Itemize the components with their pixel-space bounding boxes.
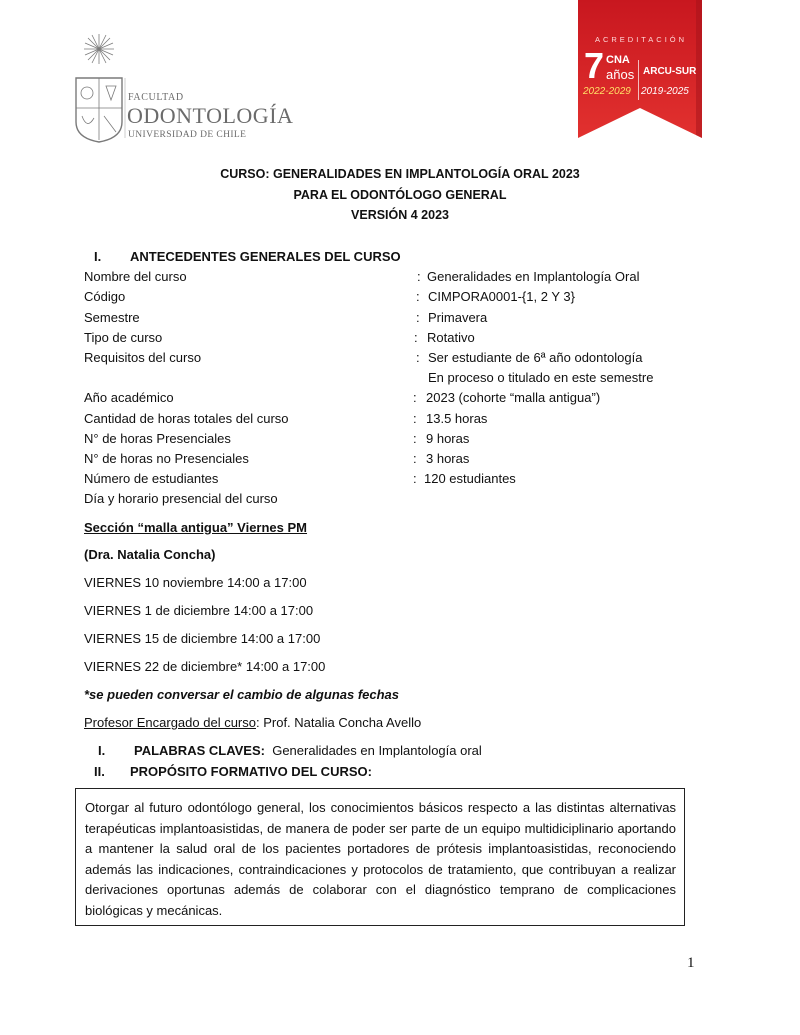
keywords-label: PALABRAS CLAVES: xyxy=(134,743,265,758)
field-value: 3 horas xyxy=(426,451,470,466)
accreditation-years-number: 7 xyxy=(584,45,605,86)
star-icon xyxy=(84,34,114,64)
professor-name: : Prof. Natalia Concha Avello xyxy=(255,715,422,730)
purpose-text: Otorgar al futuro odontólogo general, los conocimientos básicos respecto a las distintas alternativas terapéuticas implantoasistidas, de manera de poder ser parte de un equipo multidiciplinario aportando a mantener la salud oral de los pacientes portadores de prótesis implantoasistidas, reconociendo además las indicaciones, contraindicaciones y protocolos de tratamiento, que contribuyan a realizar derivaciones oportunas además de colaborar con el diagnóstico temprano de complicaciones biológicas y mecánicas. xyxy=(85,800,676,918)
purpose-number: II. xyxy=(94,764,105,779)
section1-number: I. xyxy=(94,249,102,264)
university-name: UNIVERSIDAD DE CHILE xyxy=(128,130,247,140)
schedule-date: VIERNES 15 de diciembre 14:00 a 17:00 xyxy=(84,631,321,646)
course-title-line1: CURSO: GENERALIDADES EN IMPLANTOLOGÍA ORAL 2023 xyxy=(220,167,580,181)
field-label: N° de horas Presenciales xyxy=(84,431,231,446)
field-label: Cantidad de horas totales del curso xyxy=(84,411,289,426)
field-colon: : xyxy=(413,471,417,486)
purpose-box xyxy=(75,788,685,926)
field-value: CIMPORA0001-{1, 2 Y 3} xyxy=(428,289,575,304)
field-label: Día y horario presencial del curso xyxy=(84,491,278,506)
accreditation-agency: CNA xyxy=(606,54,630,66)
schedule-date: VIERNES 22 de diciembre* 14:00 a 17:00 xyxy=(84,659,326,674)
schedule-note: *se pueden conversar el cambio de algunas fechas xyxy=(84,687,400,702)
purpose-heading: PROPÓSITO FORMATIVO DEL CURSO: xyxy=(130,764,372,779)
cna-period: 2022-2029 xyxy=(583,86,631,97)
field-value: 9 horas xyxy=(426,431,470,446)
keywords-line xyxy=(134,743,482,759)
course-title-line3: VERSIÓN 4 2023 xyxy=(351,208,449,222)
schedule-date: VIERNES 1 de diciembre 14:00 a 17:00 xyxy=(84,603,314,618)
schedule-teacher: (Dra. Natalia Concha) xyxy=(84,547,216,562)
field-value: Generalidades en Implantología Oral xyxy=(427,269,640,284)
schedule-section-title: Sección “malla antigua” Viernes PM xyxy=(84,520,308,535)
field-colon: : xyxy=(416,289,420,304)
field-colon: : xyxy=(413,390,417,405)
page-number: 1 xyxy=(687,955,695,971)
field-label: Código xyxy=(84,289,126,304)
field-value: Rotativo xyxy=(427,330,475,345)
professor-label: Profesor Encargado del curso xyxy=(84,715,256,730)
field-label: Año académico xyxy=(84,390,174,405)
field-label: Requisitos del curso xyxy=(84,350,202,365)
keywords-number: I. xyxy=(98,743,106,758)
ribbon-divider xyxy=(638,60,639,100)
faculty-small-label: FACULTAD xyxy=(128,92,184,103)
course-title-line2: PARA EL ODONTÓLOGO GENERAL xyxy=(293,188,507,202)
field-colon: : xyxy=(413,451,417,466)
field-value: Primavera xyxy=(428,310,488,325)
professor-line xyxy=(84,715,421,731)
keywords-value: Generalidades en Implantología oral xyxy=(272,743,482,758)
arcu-sur-label: ARCU-SUR xyxy=(643,66,697,77)
field-label: Semestre xyxy=(84,310,140,325)
field-colon: : xyxy=(414,330,418,345)
arcu-period: 2019-2025 xyxy=(641,86,689,97)
field-value: 13.5 horas xyxy=(426,411,488,426)
field-label: N° de horas no Presenciales xyxy=(84,451,249,466)
field-colon: : xyxy=(416,310,420,325)
field-label: Número de estudiantes xyxy=(84,471,219,486)
field-value: En proceso o titulado en este semestre xyxy=(428,370,654,385)
accreditation-years-word: años xyxy=(606,67,635,82)
field-colon: : xyxy=(413,431,417,446)
field-label: Tipo de curso xyxy=(84,330,163,345)
field-value: 2023 (cohorte “malla antigua”) xyxy=(426,390,601,405)
faculty-name: ODONTOLOGÍA xyxy=(127,103,294,128)
field-colon: : xyxy=(417,269,421,284)
field-colon: : xyxy=(413,411,417,426)
accreditation-label: ACREDITACIÓN xyxy=(594,35,688,44)
field-colon: : xyxy=(416,350,420,365)
section1-heading: ANTECEDENTES GENERALES DEL CURSO xyxy=(130,249,401,264)
schedule-date: VIERNES 10 noviembre 14:00 a 17:00 xyxy=(84,575,307,590)
field-label: Nombre del curso xyxy=(84,269,187,284)
field-value: Ser estudiante de 6ª año odontología xyxy=(428,350,643,365)
field-value: 120 estudiantes xyxy=(424,471,516,486)
